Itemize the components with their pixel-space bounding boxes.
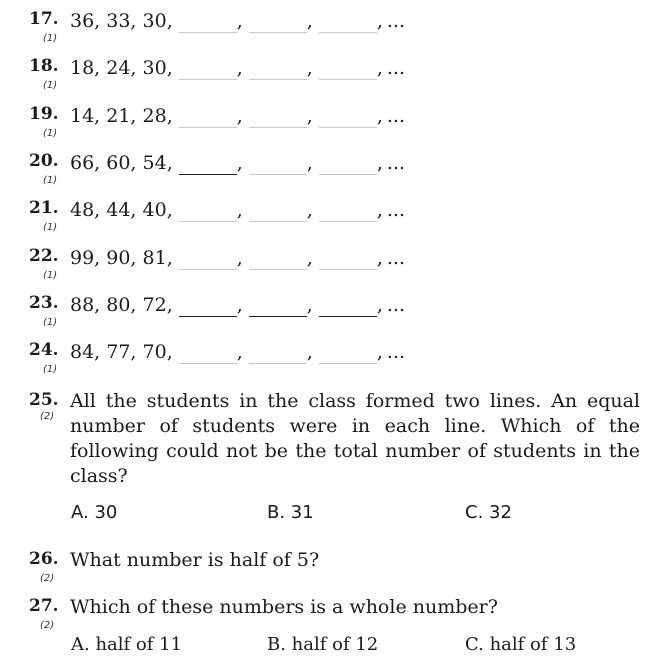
answer-blank[interactable] (179, 251, 237, 270)
ellipsis: ... (386, 246, 405, 269)
option-c: C. 32 (465, 502, 512, 523)
separator-comma: , (236, 293, 243, 316)
answer-blank[interactable] (319, 61, 377, 80)
answer-blank[interactable] (249, 203, 307, 222)
sequence-row (70, 198, 405, 222)
answer-blank[interactable] (319, 14, 377, 33)
answer-blank[interactable] (179, 61, 237, 80)
answer-blank[interactable] (319, 203, 377, 222)
answer-blank[interactable] (179, 14, 237, 33)
question-marks: (1) (43, 222, 58, 234)
question-number: 20. (29, 150, 59, 171)
answer-blank[interactable] (319, 251, 377, 270)
sequence-row (70, 56, 405, 80)
answer-blank[interactable] (249, 298, 307, 317)
ellipsis: ... (386, 104, 405, 127)
separator-comma: , (376, 341, 383, 364)
answer-blank[interactable] (319, 298, 377, 317)
question-number: 26. (29, 549, 59, 569)
separator-comma: , (306, 293, 313, 316)
sequence-row (70, 293, 405, 317)
sequence-terms: 88, 80, 72, (70, 293, 173, 316)
question-number: 24. (29, 340, 59, 361)
separator-comma: , (236, 57, 243, 80)
answer-blank[interactable] (249, 61, 307, 80)
option-b: B. half of 12 (267, 634, 379, 655)
question-marks: (1) (43, 316, 58, 328)
separator-comma: , (306, 10, 313, 32)
question-marks: (1) (43, 33, 58, 44)
sequence-row (70, 340, 405, 364)
question-marks: (2) (40, 573, 55, 584)
separator-comma: , (236, 341, 243, 364)
answer-blank[interactable] (319, 156, 377, 175)
answer-blank[interactable] (179, 345, 237, 364)
answer-blank[interactable] (179, 109, 237, 128)
separator-comma: , (236, 104, 243, 127)
sequence-row (70, 9, 405, 33)
question-number: 22. (29, 245, 59, 266)
question-marks: (1) (43, 174, 58, 186)
answer-blank[interactable] (249, 156, 307, 175)
question-text: All the students in the class formed two lines. An equal number of students were in each line. Which of the following could not be the total number of students in the class? (70, 390, 640, 487)
question-number: 25. (29, 390, 59, 410)
question-text: What number is half of 5? (70, 549, 320, 571)
ellipsis: ... (386, 151, 405, 174)
separator-comma: , (376, 199, 383, 222)
sequence-terms: 18, 24, 30, (70, 57, 173, 80)
question-marks: (2) (40, 411, 55, 422)
separator-comma: , (376, 57, 383, 80)
option-b: B. 31 (267, 502, 314, 523)
separator-comma: , (306, 246, 313, 269)
sequence-row (70, 104, 405, 128)
question-marks: (1) (43, 127, 58, 139)
separator-comma: , (236, 151, 243, 174)
answer-blank[interactable] (179, 156, 237, 175)
separator-comma: , (306, 57, 313, 80)
answer-blank[interactable] (179, 298, 237, 317)
question-number: 18. (29, 56, 59, 77)
sequence-terms: 48, 44, 40, (70, 199, 173, 222)
separator-comma: , (306, 199, 313, 222)
ellipsis: ... (386, 57, 405, 80)
sequence-terms: 66, 60, 54, (70, 151, 173, 174)
ellipsis: ... (386, 293, 405, 316)
ellipsis: ... (386, 341, 405, 364)
separator-comma: , (236, 10, 243, 32)
separator-comma: , (376, 293, 383, 316)
sequence-terms: 36, 33, 30, (70, 10, 173, 32)
separator-comma: , (376, 104, 383, 127)
sequence-terms: 84, 77, 70, (70, 341, 173, 364)
question-number: 27. (29, 596, 59, 616)
separator-comma: , (376, 246, 383, 269)
answer-blank[interactable] (249, 109, 307, 128)
answer-blank[interactable] (249, 345, 307, 364)
question-marks: (2) (40, 620, 55, 631)
answer-blank[interactable] (319, 109, 377, 128)
ellipsis: ... (386, 10, 405, 32)
separator-comma: , (376, 10, 383, 32)
sequence-terms: 14, 21, 28, (70, 104, 173, 127)
answer-blank[interactable] (249, 14, 307, 33)
separator-comma: , (376, 151, 383, 174)
sequence-row (70, 246, 405, 270)
question-number: 17. (29, 9, 59, 29)
option-c: C. half of 13 (465, 634, 577, 655)
question-marks: (1) (43, 269, 58, 281)
separator-comma: , (306, 104, 313, 127)
option-a: A. 30 (71, 502, 118, 523)
separator-comma: , (236, 246, 243, 269)
separator-comma: , (236, 199, 243, 222)
answer-blank[interactable] (319, 345, 377, 364)
question-marks: (1) (43, 364, 58, 376)
question-number: 23. (29, 292, 59, 313)
separator-comma: , (306, 341, 313, 364)
question-number: 21. (29, 198, 59, 219)
question-marks: (1) (43, 80, 58, 92)
question-number: 19. (29, 103, 59, 124)
sequence-terms: 99, 90, 81, (70, 246, 173, 269)
answer-blank[interactable] (179, 203, 237, 222)
question-text: Which of these numbers is a whole number? (70, 596, 498, 618)
option-a: A. half of 11 (71, 634, 183, 655)
sequence-row (70, 151, 405, 175)
separator-comma: , (306, 151, 313, 174)
answer-blank[interactable] (249, 251, 307, 270)
ellipsis: ... (386, 199, 405, 222)
